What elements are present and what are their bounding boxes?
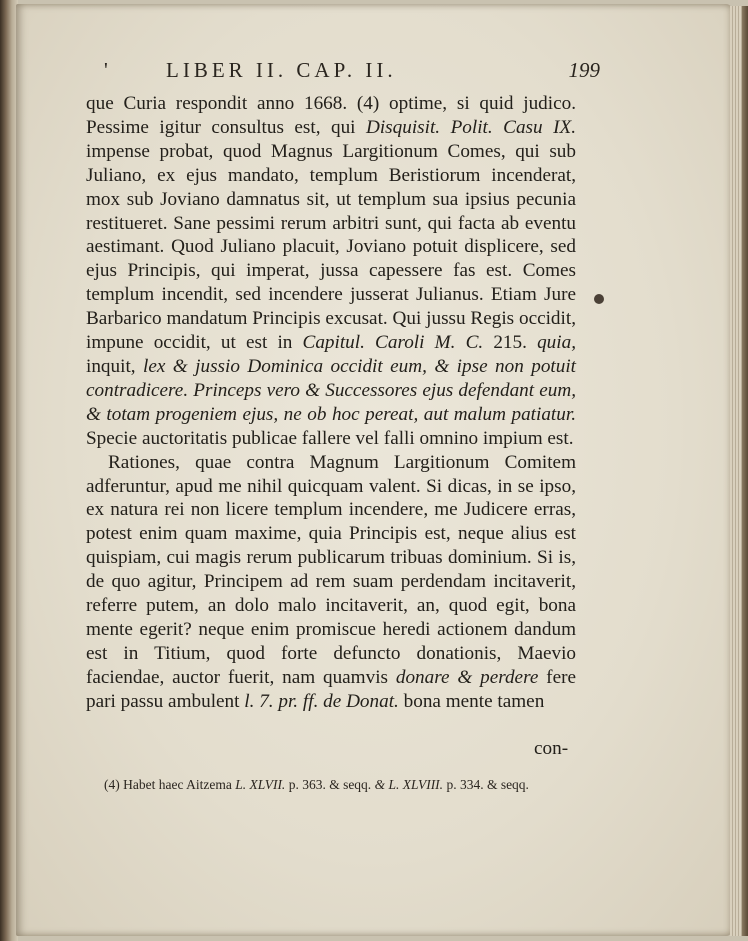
text-run: p. 363. & seqq. [285,777,375,792]
page-number: 199 [568,58,600,82]
italic-text: l. 7. pr. ff. de Donat. [244,690,399,712]
italic-text: Disquisit. Polit. Casu IX. [365,116,576,138]
italic-text: lex & jussio Dominica occidit eum, & ipse non potuit contradicere. Princeps vero & Successores ejus defendant eum, & totam progeniem ejus, ne ob hoc pereat, aut malum patiatur. [86,355,577,425]
text-run: inquit, [86,355,144,377]
text-run: que Curia respondit anno 1668. (4) optime, si quid judico. Pessime igitur consultus est, qui [86,93,576,138]
text-run: 215. [483,332,538,354]
text-run: p. 334. & seqq. [443,777,529,792]
italic-text: quia, [537,332,576,354]
running-head-title: LIBER II. CAP. II. [166,58,397,82]
body-text [86,92,576,714]
italic-text: donare & perdere [395,666,539,688]
text-run: impense probat, quod Magnus Largitionum Comes, qui sub Juliano, ex ejus mandato, templum Beristiorum incenderat, mox sub Joviano damnatus sit, ut templum sua ipsius pecunia restitueret. Sane pessimi rerum arbitri sunt, qui facta ab eventu aestimant. Quod Juliano placuit, Joviano potuit displicere, sed ejus Principis, qui imperat, jussa capessere fas est. Comes templum incendit, sed incendere jusserat Julianus. Etiam Jure Barbarico mandatum Principis excusat. Qui jussu Regis occidit, impune occidit, ut est in [86,140,576,354]
text-run: (4) Habet haec Aitzema [104,777,236,792]
footnote [104,776,574,793]
paragraph [86,92,576,451]
italic-text: & L. XLVIII. [374,777,444,792]
running-head-mark: ' [104,58,110,82]
text-run: Rationes, quae contra Magnum Largitionum Comitem adferuntur, apud me nihil quicquam valent. Si dicas, in se ipso, ex natura rei non licere templum incendere, me Judicere erras, potest enim quam maxime, quia Principis est, neque alius est quispiam, cui magis rerum publicarum tribuas dominium. Si is, de quo agitur, Principem ad rem suam perdendam incitaverit, referre putem, an dolo malo incitaverit, an, quod egit, bona mente egerit? neque enim promiscue heredi actionem dandum est in Titium, quod forte defuncto donationis, Maevio faciendae, auctor fuerit, nam quamvis [86,451,576,688]
text-run: bona mente tamen [398,690,545,712]
ink-spot [594,294,604,304]
paragraph [86,451,576,714]
catchword: con- [534,738,569,759]
text-run: fere pari passu ambulent [86,666,576,712]
page-edges [730,6,748,936]
text-run: Specie auctoritatis publicae fallere vel falli omnino impium est. [86,427,574,449]
running-head [104,58,600,88]
italic-text: L. XLVII. [235,777,286,792]
italic-text: Capitul. Caroli M. C. [302,332,484,354]
